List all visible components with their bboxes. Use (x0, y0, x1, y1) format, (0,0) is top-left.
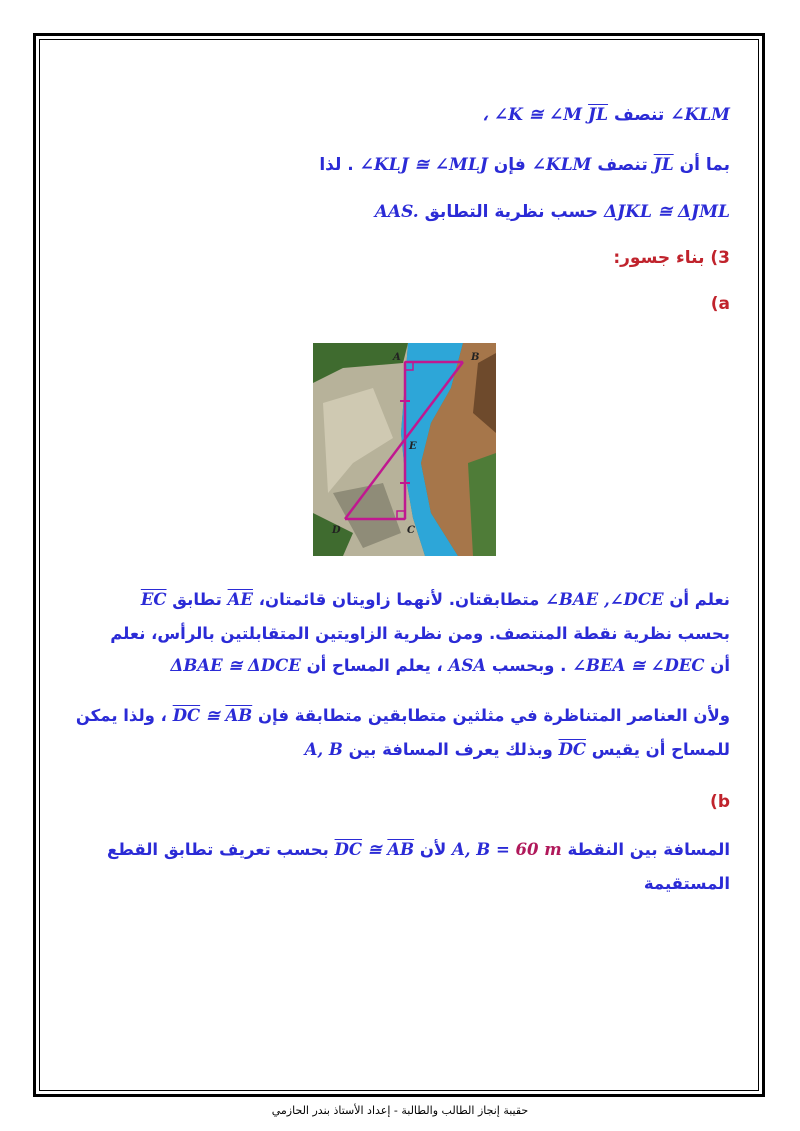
label-d: D (332, 525, 341, 536)
p1-asa: ASA (448, 656, 487, 675)
angle-klm: ∠KLM (670, 105, 730, 125)
p1-line-3 (171, 654, 730, 678)
p3-congruent-sign: ≅ (367, 840, 382, 859)
part-b-label: (b (710, 792, 730, 812)
p1-congruent-right: متطابقتان. لأنهما زاويتان قائمتان، (258, 590, 540, 609)
p1-angles-bae-dce: ∠BAE ,∠DCE (545, 590, 664, 609)
p2-line-1 (76, 704, 730, 728)
angles-klj-mlj: ∠KLJ ≅ ∠MLJ (359, 155, 488, 175)
label-b: B (471, 352, 480, 363)
p1-we-know: نعلم أن (669, 590, 730, 609)
p3-equation (452, 838, 562, 862)
p1-line-2: بحسب نظرية نقطة المنتصف. ومن نظرية الزاويتين المتقابلتين بالرأس، نعلم (110, 624, 730, 643)
text-therefore: . لذا (319, 155, 354, 175)
p2-surveyor-measure: للمساح أن يقيس (591, 740, 730, 759)
line-1 (483, 103, 730, 127)
page-footer: حقيبة إنجاز الطالب والطالبة - إعداد الأستاذ بندر الحازمي (271, 1104, 529, 1117)
angle-klm-2: ∠KLM (531, 155, 592, 175)
label-a: A (393, 352, 401, 363)
p2-line-2 (305, 738, 730, 762)
text-aas: AAS. (374, 202, 419, 222)
p2-segment-dc-2: $\overline{DC}$ (558, 740, 587, 759)
p2-so-can: ، ولذا يمكن (75, 706, 167, 725)
p1-line-1 (141, 588, 730, 612)
angles-k-m: ، ∠K ≅ ∠M (482, 105, 583, 125)
segment-jl: $\overline{JL}$ (588, 105, 609, 125)
heading-building-bridges: 3) بناء جسور: (613, 248, 730, 268)
p2-congruent-sign: ≅ (205, 706, 220, 725)
text-bisects: تنصف (613, 105, 665, 125)
p2-points-ab: A, B (304, 740, 343, 759)
p1-segment-ec: $\overline{EC}$ (140, 590, 167, 609)
line-2 (319, 153, 730, 177)
p3-line-1 (107, 838, 730, 862)
segment-jl-2: $\overline{JL}$ (653, 155, 674, 175)
p1-that: أن (710, 656, 730, 675)
p2-knows-distance: وبذلك يعرف المسافة بين (348, 740, 553, 759)
part-a-label: (a (710, 294, 730, 314)
page-border-inner (39, 39, 759, 1091)
p2-segment-ab: $\overline{AB}$ (225, 706, 253, 725)
p3-segment-ab: $\overline{AB}$ (387, 840, 415, 859)
p1-triangles-bae-dce: ΔBAE ≅ ΔDCE (170, 656, 301, 675)
p3-because: لأن (419, 840, 447, 859)
triangles-jkl-jml: ΔJKL ≅ ΔJML (603, 202, 730, 222)
label-c: C (407, 525, 415, 536)
line-3 (375, 200, 730, 224)
p1-angles-bea-dec: ∠BEA ≅ ∠DEC (572, 656, 705, 675)
p1-and-by: . وبحسب (491, 656, 567, 675)
p2-segment-dc: $\overline{DC}$ (172, 706, 201, 725)
p2-corresponding: ولأن العناصر المتناظرة في مثلثين متطابقين متطابقة فإن (257, 706, 730, 725)
p1-congruent-to: تطابق (172, 590, 222, 609)
text-bisects-2: تنصف (597, 155, 648, 175)
text-since: بما أن (679, 155, 730, 175)
bridge-figure (313, 343, 496, 556)
p3-by-definition: بحسب تعريف تطابق القطع (107, 840, 329, 859)
text-by-theorem: حسب نظرية التطابق (424, 202, 599, 222)
right-vegetation (468, 453, 496, 556)
p1-segment-ae: $\overline{AE}$ (227, 590, 253, 609)
p3-segment-dc: $\overline{DC}$ (334, 840, 363, 859)
p3-value-60m: 60 m (515, 840, 562, 859)
p3-ab-equals: A, B = (451, 840, 510, 859)
label-e: E (409, 441, 417, 452)
p3-distance-between: المسافة بين النقطة (567, 840, 730, 859)
text-then: فإن (493, 155, 526, 175)
p1-surveyor-knows: ، يعلم المساح أن (306, 656, 443, 675)
p3-line-2: المستقيمة (643, 874, 730, 893)
